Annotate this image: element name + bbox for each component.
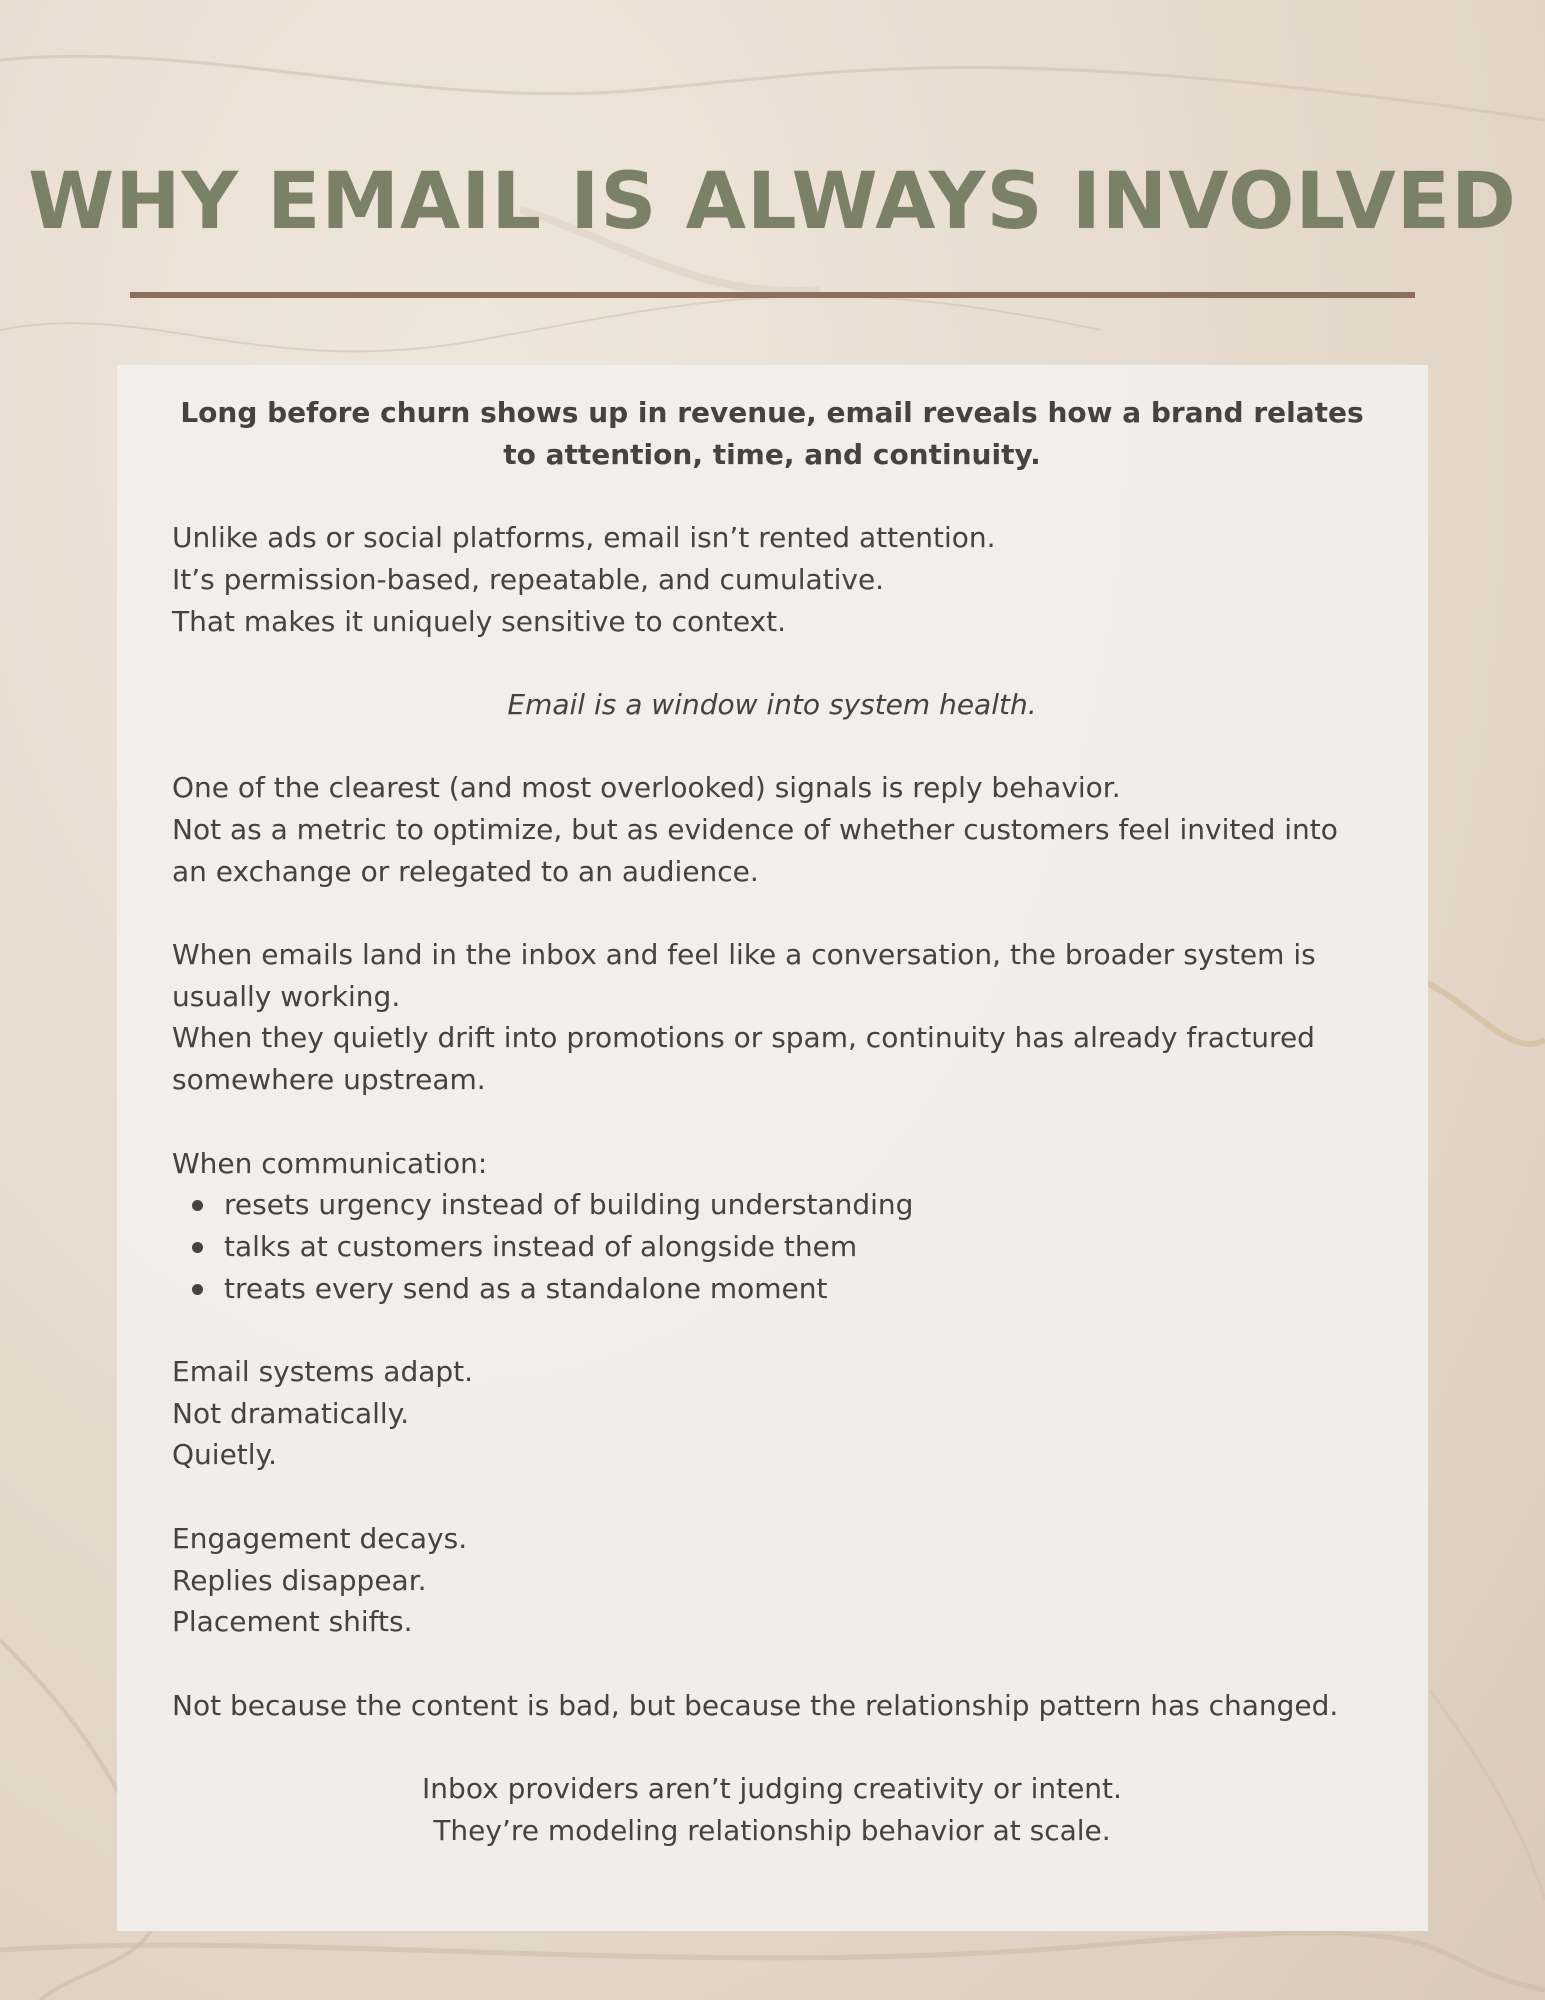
title-divider: [130, 292, 1415, 298]
paragraph-line: It’s permission-based, repeatable, and cumulative.: [172, 562, 885, 596]
paragraph-line: When they quietly drift into promotions or spam, continuity has already fractured somewhere upstream.: [172, 1021, 1315, 1097]
closing-line: Inbox providers aren’t judging creativity or intent.: [422, 1772, 1122, 1806]
list-item: [224, 1184, 1372, 1226]
paragraph-line: Not as a metric to optimize, but as evidence of whether customers feel invited into an exchange or relegated to an audience.: [172, 812, 1338, 888]
list-item-text: treats every send as a standalone moment: [224, 1271, 828, 1305]
list-item-text: resets urgency instead of building understanding: [224, 1188, 914, 1222]
paragraph-line: Not dramatically.: [172, 1396, 410, 1430]
page-title: WHY EMAIL IS ALWAYS INVOLVED: [28, 157, 1517, 247]
paragraph-line: When emails land in the inbox and feel like a conversation, the broader system is usually working.: [172, 938, 1316, 1013]
pull-quote: Email is a window into system health.: [507, 687, 1037, 721]
paragraph-line: Email systems adapt.: [172, 1355, 474, 1389]
bullet-icon: [192, 1242, 203, 1253]
paragraph-line: Replies disappear.: [172, 1563, 427, 1597]
paragraph-line: Engagement decays.: [172, 1521, 468, 1555]
paragraph-line: Not because the content is bad, but because the relationship pattern has changed.: [172, 1688, 1339, 1722]
list-item-text: talks at customers instead of alongside them: [224, 1229, 858, 1263]
lead-statement: Long before churn shows up in revenue, email reveals how a brand relates to attention, time, and continuity.: [180, 396, 1364, 471]
paragraph-line: Placement shifts.: [172, 1605, 413, 1639]
list-item: [224, 1268, 1372, 1310]
bullet-list: [172, 1184, 1372, 1309]
article-body: [172, 392, 1372, 1851]
paragraph-line: That makes it uniquely sensitive to context.: [172, 604, 787, 638]
closing-line: They’re modeling relationship behavior at scale.: [433, 1813, 1111, 1847]
paragraph-line: Quietly.: [172, 1438, 278, 1472]
list-intro: When communication:: [172, 1146, 488, 1180]
paragraph-line: Unlike ads or social platforms, email isn’t rented attention.: [172, 521, 996, 555]
bullet-icon: [192, 1200, 203, 1211]
list-item: [224, 1226, 1372, 1268]
bullet-icon: [192, 1284, 203, 1295]
paragraph-line: One of the clearest (and most overlooked) signals is reply behavior.: [172, 771, 1121, 805]
